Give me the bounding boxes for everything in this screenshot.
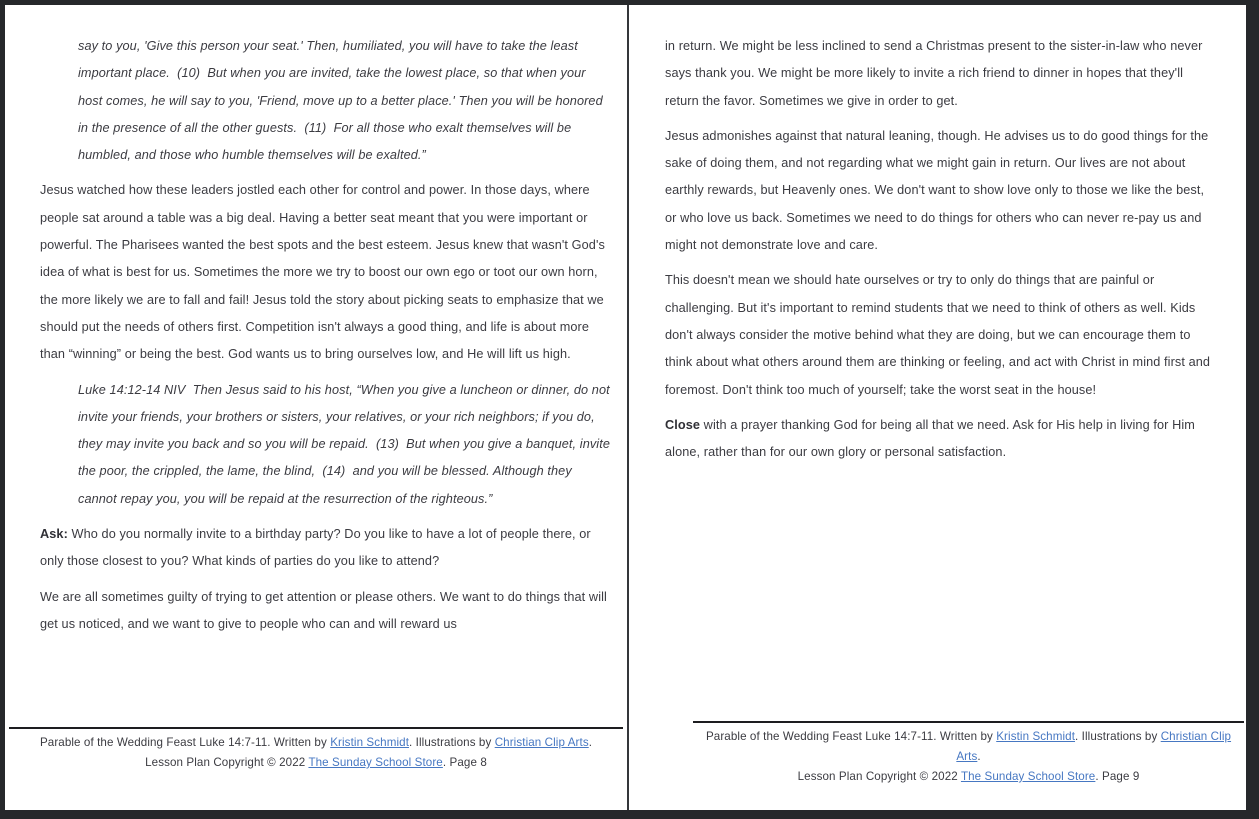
footer-copyright-text-2: .: [1095, 770, 1103, 783]
commentary-paragraph-admonishes: Jesus admonishes against that natural leaning, though. He advises us to do good things for the sake of doing them, and not regarding what we might gain in return. Our lives are not about earthly rewards, but Heavenly ones. We don't want to show love only to those we like the best, or who love us back. Sometimes we need to do things for others who can never re-pay us and might not demonstrate love and care.: [665, 128, 1209, 253]
close-prayer-paragraph: [665, 412, 1212, 467]
author-link[interactable]: Kristin Schmidt: [330, 736, 410, 749]
commentary-paragraph-in-return: in return. We might be less inclined to send a Christmas present to the sister-in-law who never says thank you. We might be more likely to invite a rich friend to dinner in hopes that they'll return the favor. Sometimes we give in order to get.: [665, 39, 1203, 108]
commentary-paragraph-motive: This doesn't mean we should hate ourselves or try to only do things that are painful or challenging. But it's important to remind students that we need to think of others as well. Kids don't always consider the motive behind what they are doing, but we can encourage them to think about what others around them are thinking or feeling, and act with Christ in mind first and foremost. Don't think too much of yourself; take the worst seat in the house!: [665, 273, 1211, 397]
footer-credit-text-1: Parable of the Wedding Feast Luke 14:7-11. Written by: [39, 736, 331, 749]
close-label: Close: [665, 417, 701, 432]
page-9-body: [629, 5, 1246, 718]
store-link[interactable]: The Sunday School Store: [308, 756, 443, 769]
commentary-paragraph-seats: Jesus watched how these leaders jostled each other for control and power. In those days, where people sat around a table was a big deal. Having a better seat meant that you were important or powerful. The Pharisees wanted the best spots and the best esteem. Jesus knew that wasn't God's idea of what is best for us. Sometimes the more we try to boost our own ego or toot our own horn, the more likely we are to fall and fail! Jesus told the story about picking seats to emphasize that we should put the needs of others first. Competition isn't always a good thing, and life is about more than “winning” or being the best. God wants us to bring ourselves low, and He will lift us high.: [40, 183, 605, 362]
ask-label: Ask:: [40, 527, 68, 542]
illustrator-link[interactable]: Christian Clip Arts: [494, 736, 589, 749]
scripture-quote-luke-14-12-14: Luke 14:12-14 NIV Then Jesus said to his host, “When you give a luncheon or dinner, do not invite your friends, your brothers or sisters, your relatives, or your rich neighbors; if you do, they may invite you back and so you will be repaid. (13) But when you give a banquet, invite the poor, the crippled, the lame, the blind, (14) and you will be blessed. Although they cannot repay you, you will be repaid at the resurrection of the righteous.”: [78, 382, 611, 506]
page-8: [5, 5, 627, 810]
illustrator-link[interactable]: Christian Clip Arts: [956, 730, 1232, 763]
footer-credit-text-3: .: [588, 736, 593, 749]
page-number-label: Page 8: [449, 756, 487, 769]
footer-credit-line: [693, 727, 1244, 767]
page-8-footer: [9, 727, 623, 773]
footer-copyright-line: [693, 767, 1244, 787]
footer-credit-text-3: .: [977, 750, 981, 763]
scripture-quote-luke-14-8-11: say to you, 'Give this person your seat.' Then, humiliated, you will have to take the least important place. (10) But when you are invited, take the lowest place, so that when your host comes, he will say to you, 'Friend, move up to a better place.' Then you will be honored in the presence of all the other guests. (11) For all those who exalt themselves will be humbled, and those who humble themselves will be exalted.”: [78, 39, 603, 163]
footer-copyright-text-2: .: [442, 756, 450, 769]
footer-copyright-text-1: Lesson Plan Copyright © 2022: [145, 756, 309, 769]
author-link[interactable]: Kristin Schmidt: [996, 730, 1076, 743]
footer-credit-text-2: . Illustrations by: [1075, 730, 1161, 743]
store-link[interactable]: The Sunday School Store: [960, 770, 1096, 783]
footer-credit-text-2: . Illustrations by: [409, 736, 495, 749]
page-number-label: Page 9: [1102, 770, 1140, 783]
footer-copyright-line: [9, 753, 623, 773]
ask-question-paragraph: [40, 521, 610, 576]
page-9: [629, 5, 1246, 810]
ask-question-text: Who do you normally invite to a birthday party? Do you like to have a lot of people there, or only those closest to you? What kinds of parties do you like to attend?: [40, 527, 591, 569]
page-8-body: [5, 5, 627, 724]
footer-copyright-text-1: Lesson Plan Copyright © 2022: [797, 770, 961, 783]
close-prayer-text: with a prayer thanking God for being all that we need. Ask for His help in living for Him alone, rather than for our own glory or personal satisfaction.: [665, 417, 1195, 460]
footer-credit-text-1: Parable of the Wedding Feast Luke 14:7-11. Written by: [705, 730, 997, 743]
page-9-footer: [693, 721, 1244, 787]
footer-credit-line: [9, 733, 623, 753]
commentary-paragraph-attention: We are all sometimes guilty of trying to get attention or please others. We want to do things that will get us noticed, and we want to give to people who can and will reward us: [40, 589, 607, 631]
